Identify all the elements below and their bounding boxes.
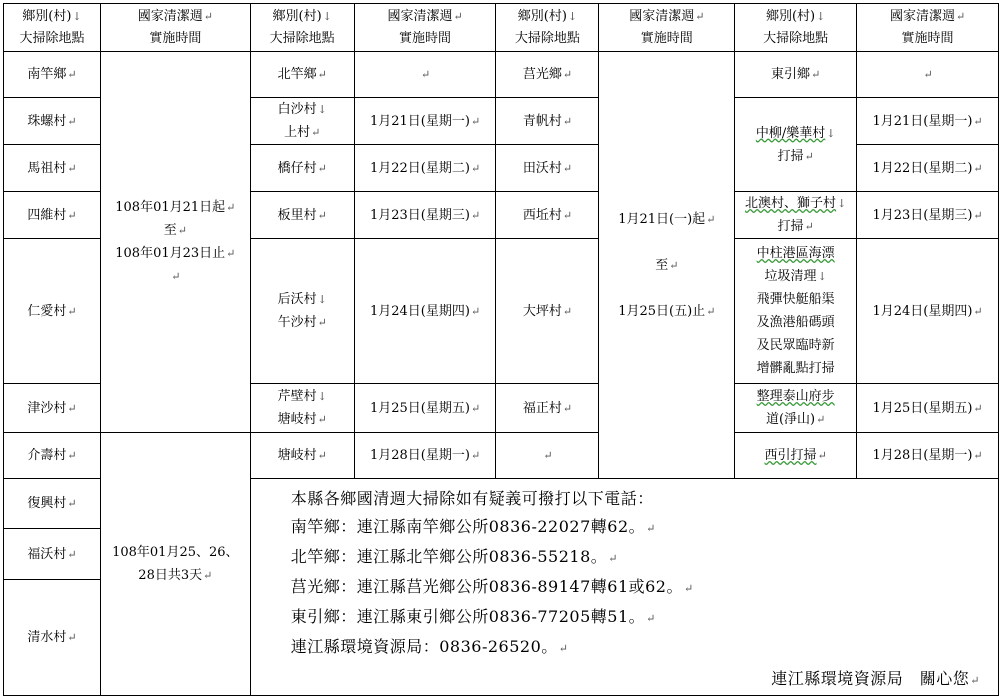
nangan-period-1: 108年01月21日起↵ 至↵ 108年01月23日止↵ ↵ bbox=[100, 52, 250, 433]
juguang-place: 西坵村↵ bbox=[496, 192, 599, 239]
dongyin-date: 1月22日(星期二)↵ bbox=[857, 145, 999, 192]
beigan-date: 1月24日(星期四)↵ bbox=[354, 239, 496, 384]
header-cell: 鄉別(村)↓ 大掃除地點 bbox=[250, 4, 354, 52]
dongyin-place: 中柱港區海漂 垃圾清理↓ 飛彈快艇船渠 及漁港船碼頭 及民眾臨時新 增髒亂點打掃 bbox=[735, 239, 857, 384]
dongyin-date: 1月28日(星期一)↵ bbox=[857, 433, 999, 479]
dongyin-date: 1月23日(星期三)↵ bbox=[857, 192, 999, 239]
cleanup-schedule-table bbox=[3, 3, 999, 696]
nangan-village: 馬祖村↵ bbox=[4, 145, 101, 192]
juguang-period: 1月21日(一)起↵ 至↵ 1月25日(五)止↵ bbox=[599, 52, 735, 479]
beigan-date: 1月21日(星期一)↵ bbox=[354, 98, 496, 145]
beigan-date: 1月22日(星期二)↵ bbox=[354, 145, 496, 192]
dongyin-place: 北澳村、獅子村↓ 打掃↵ bbox=[735, 192, 857, 239]
table-row bbox=[4, 52, 999, 98]
nangan-village: 復興村↵ bbox=[4, 479, 101, 529]
notice-line: 莒光鄉：連江縣莒光鄉公所0836-89147轉61或62。↵ bbox=[290, 577, 694, 596]
nangan-village: 珠螺村↵ bbox=[4, 98, 101, 145]
notice-line: 連江縣環境資源局：0836-26520。↵ bbox=[290, 637, 569, 656]
header-cell: 鄉別(村)↓ 大掃除地點 bbox=[735, 4, 857, 52]
notice-line: 北竿鄉：連江縣北竿鄉公所0836-55218。↵ bbox=[290, 547, 618, 566]
beigan-place: 白沙村↓ 上村↵ bbox=[250, 98, 354, 145]
notice-line: 南竿鄉：連江縣南竿鄉公所0836-22027轉62。↵ bbox=[290, 517, 656, 536]
beigan-place: 芹壁村↓ 塘岐村↵ bbox=[250, 384, 354, 433]
juguang-place: 大坪村↵ bbox=[496, 239, 599, 384]
dongyin-place: 西引打掃↵ bbox=[735, 433, 857, 479]
notice-line: 東引鄉：連江縣東引鄉公所0836-77205轉51。↵ bbox=[290, 607, 656, 626]
header-row bbox=[4, 4, 999, 52]
juguang-village: 莒光鄉↵ bbox=[496, 52, 599, 98]
header-cell: 國家清潔週↵ 實施時間 bbox=[100, 4, 250, 52]
dongyin-place: 整理泰山府步 道(淨山)↵ bbox=[735, 384, 857, 433]
nangan-period-2: 108年01月25、26、 28日共3天↵ bbox=[100, 433, 250, 696]
beigan-date-empty: ↵ bbox=[354, 52, 496, 98]
dongyin-village: 東引鄉↵ bbox=[735, 52, 857, 98]
notice-signature: 連江縣環境資源局 關心您↵ bbox=[771, 669, 980, 688]
contact-notice bbox=[250, 479, 998, 696]
header-cell: 國家清潔週↵ 實施時間 bbox=[857, 4, 999, 52]
beigan-place: 塘岐村↵ bbox=[250, 433, 354, 479]
nangan-village: 介壽村↵ bbox=[4, 433, 101, 479]
nangan-village: 津沙村↵ bbox=[4, 384, 101, 433]
beigan-place: 橋仔村↵ bbox=[250, 145, 354, 192]
header-cell: 鄉別(村)↓ 大掃除地點 bbox=[496, 4, 599, 52]
nangan-village: 南竿鄉↵ bbox=[4, 52, 101, 98]
juguang-place: 田沃村↵ bbox=[496, 145, 599, 192]
dongyin-date-empty: ↵ bbox=[857, 52, 999, 98]
nangan-village: 清水村↵ bbox=[4, 580, 101, 696]
juguang-place: 福正村↵ bbox=[496, 384, 599, 433]
beigan-date: 1月25日(星期五)↵ bbox=[354, 384, 496, 433]
nangan-village: 四維村↵ bbox=[4, 192, 101, 239]
beigan-date: 1月23日(星期三)↵ bbox=[354, 192, 496, 239]
dongyin-date: 1月24日(星期四)↵ bbox=[857, 239, 999, 384]
dongyin-place: 中柳/樂華村↓ 打掃↵ bbox=[735, 98, 857, 192]
notice-intro: 本縣各鄉國清週大掃除如有疑義可撥打以下電話： bbox=[290, 489, 654, 508]
beigan-date: 1月28日(星期一)↵ bbox=[354, 433, 496, 479]
dongyin-date: 1月21日(星期一)↵ bbox=[857, 98, 999, 145]
nangan-village: 仁愛村↵ bbox=[4, 239, 101, 384]
header-cell: 國家清潔週↵ 實施時間 bbox=[599, 4, 735, 52]
dongyin-date: 1月25日(星期五)↵ bbox=[857, 384, 999, 433]
juguang-place-empty: ↵ bbox=[496, 433, 599, 479]
beigan-village: 北竿鄉↵ bbox=[250, 52, 354, 98]
beigan-place: 板里村↵ bbox=[250, 192, 354, 239]
beigan-place: 后沃村↓ 午沙村↵ bbox=[250, 239, 354, 384]
nangan-village: 福沃村↵ bbox=[4, 529, 101, 580]
header-cell: 國家清潔週↵ 實施時間 bbox=[354, 4, 496, 52]
table-row bbox=[4, 433, 999, 479]
juguang-place: 青帆村↵ bbox=[496, 98, 599, 145]
header-cell: 鄉別(村)↓ 大掃除地點 bbox=[4, 4, 101, 52]
